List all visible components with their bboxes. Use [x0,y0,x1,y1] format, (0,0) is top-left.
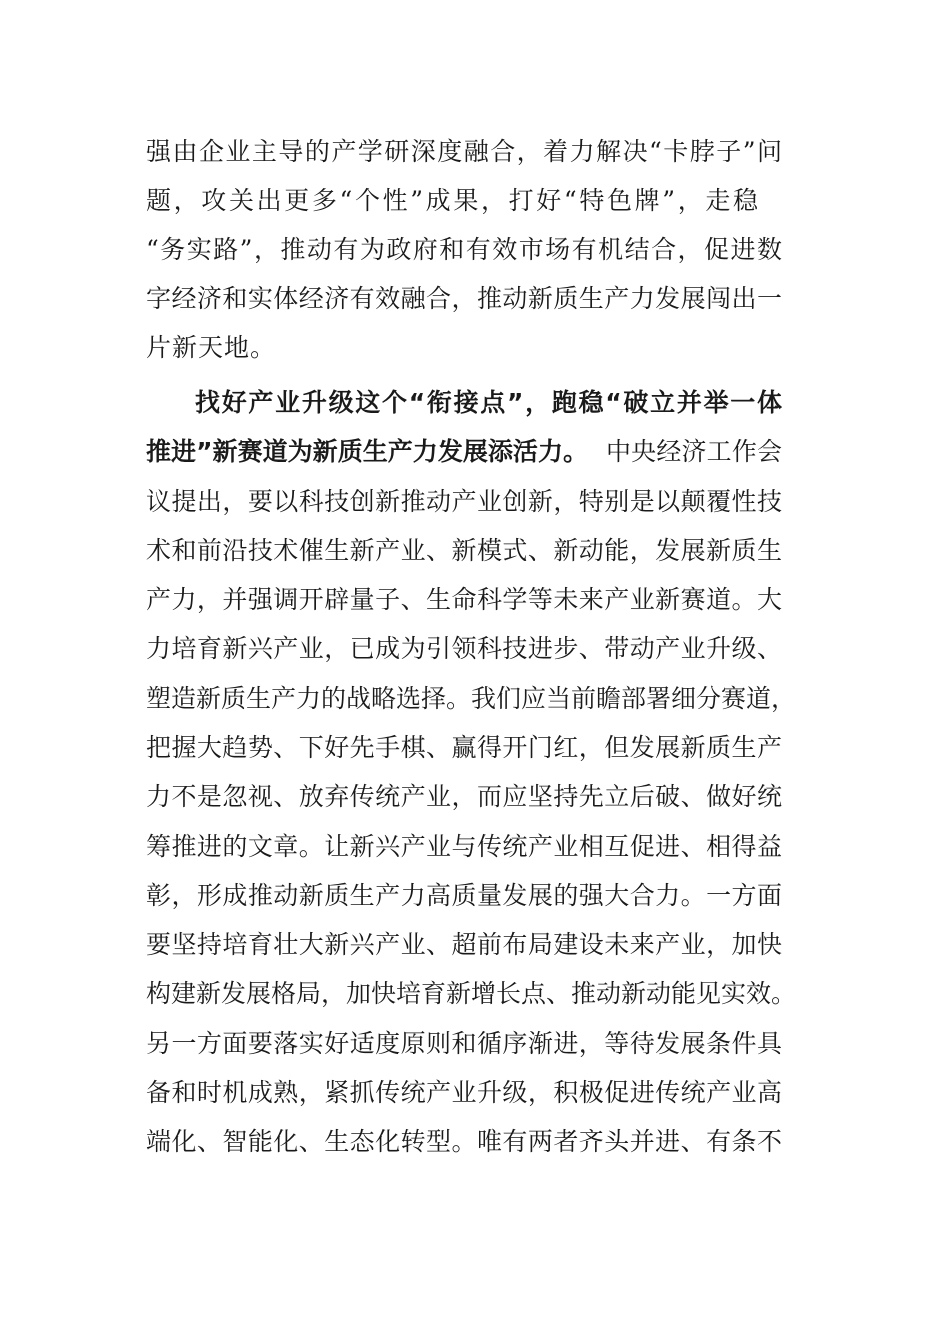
paragraph-1-line [0,279,950,319]
text-line: 强由企业主导的产学研深度融合，着力解决“卡脖子”问 [146,137,782,166]
text-line: 要坚持培育壮大新兴产业、超前布局建设未来产业，加快 [146,930,782,959]
paragraph-2-line [0,531,950,571]
text-line: 构建新发展格局，加快培育新增长点、推动新动能见实效。 [146,979,797,1008]
text-line: 中央经济工作会 [606,437,782,466]
text-line: 彰，形成推动新质生产力高质量发展的强大合力。一方面 [146,881,782,910]
text-line: 把握大趋势、下好先手棋、赢得开门红，但发展新质生产 [146,733,782,762]
paragraph-2-line [0,1122,950,1162]
paragraph-2-heading-line [0,432,950,472]
paragraph-2-line [0,580,950,620]
paragraph-2-heading-line [0,383,950,423]
text-line: 题，攻关出更多“个性”成果，打好“特色牌”，走稳 [146,186,758,215]
text-line: 端化、智能化、生态化转型。唯有两者齐头并进、有条不 [146,1127,782,1156]
paragraph-2-line [0,679,950,719]
paragraph-1-line [0,230,950,270]
paragraph-2-line [0,925,950,965]
text-line: 术和前沿技术催生新产业、新模式、新动能，发展新质生 [146,536,782,565]
text-line: 筹推进的文章。让新兴产业与传统产业相互促进、相得益 [146,832,782,861]
paragraph-2-line [0,1024,950,1064]
paragraph-1-line [0,132,950,172]
paragraph-2-line [0,482,950,522]
paragraph-2-line [0,1073,950,1113]
paragraph-1-line [0,181,950,221]
heading-text: 找好产业升级这个“衔接点”，跑稳“破立并举一体 [195,388,782,417]
paragraph-2-line [0,629,950,669]
heading-text: 推进”新赛道为新质生产力发展添活力。 [146,437,588,466]
text-line: 产力，并强调开辟量子、生命科学等未来产业新赛道。大 [146,585,782,614]
text-line: 另一方面要落实好适度原则和循序渐进，等待发展条件具 [146,1029,782,1058]
paragraph-2-line [0,827,950,867]
text-line: “务实路”，推动有为政府和有效市场有机结合，促进数 [146,235,782,264]
paragraph-2-line [0,777,950,817]
text-line: 力培育新兴产业，已成为引领科技进步、带动产业升级、 [146,634,782,663]
text-line: 备和时机成熟，紧抓传统产业升级，积极促进传统产业高 [146,1078,782,1107]
text-line: 议提出，要以科技创新推动产业创新，特别是以颠覆性技 [146,487,782,516]
paragraph-2-line [0,974,950,1014]
text-line: 片新天地。 [146,333,277,362]
paragraph-1-line [0,328,950,368]
text-line: 字经济和实体经济有效融合，推动新质生产力发展闯出一 [146,284,782,313]
paragraph-2-line [0,728,950,768]
text-line: 塑造新质生产力的战略选择。我们应当前瞻部署细分赛道， [146,684,797,713]
paragraph-2-line [0,876,950,916]
text-line: 力不是忽视、放弃传统产业，而应坚持先立后破、做好统 [146,782,782,811]
